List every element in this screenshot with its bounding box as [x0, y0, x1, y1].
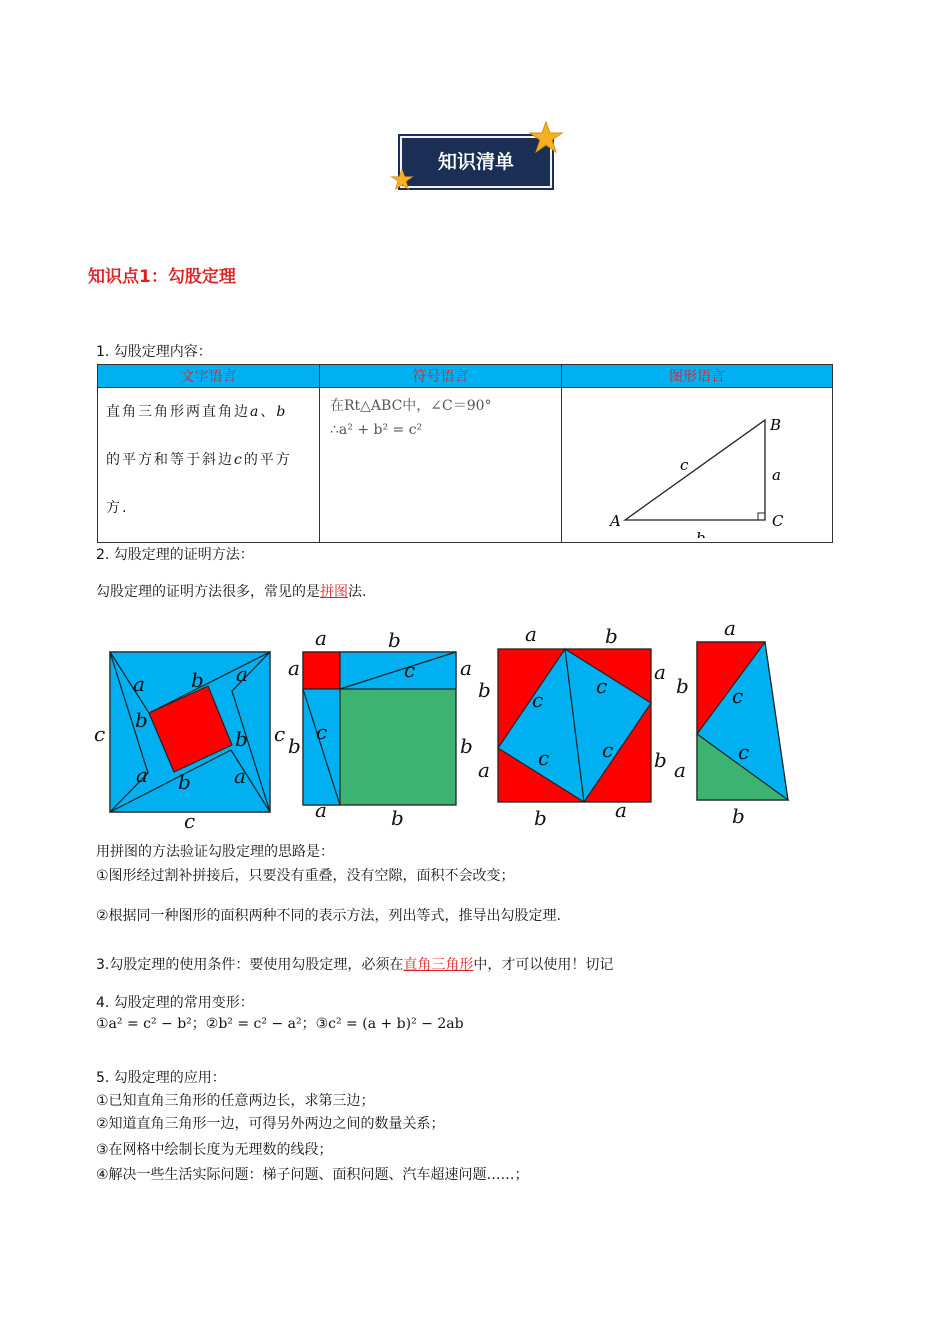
label-b: b [388, 628, 401, 652]
label-b: b [135, 708, 148, 732]
symbol-line: ∴a² + b² = c² [330, 422, 423, 438]
text-language-cell [98, 388, 320, 543]
label-b: b [676, 674, 689, 698]
label-c: c [94, 722, 106, 746]
var-c: c [234, 452, 244, 468]
symbol-language-cell [320, 388, 562, 543]
list-item: ④解决一些生活实际问题：梯子问题、面积问题、汽车超速问题……； [96, 1167, 529, 1183]
link-right-triangle: 直角三角形 [403, 957, 474, 973]
proof-figure-3 [478, 622, 667, 830]
label-b: b [191, 668, 204, 692]
approach-2: ②根据同一种图形的面积两种不同的表示方法，列出等式，推导出勾股定理. [96, 908, 561, 924]
label-a: a [315, 626, 327, 650]
banner [390, 120, 565, 195]
label-a: a [724, 616, 736, 640]
label-b: b [391, 806, 404, 830]
label-c: c [538, 746, 550, 770]
label-a: a [772, 466, 781, 484]
proof-figure-1 [94, 652, 285, 833]
label-a: a [525, 622, 537, 646]
banner-title: 知识清单 [400, 136, 552, 188]
label-B: B [770, 416, 782, 434]
text-part: 的平方和等于斜边 [106, 452, 234, 468]
theorem-table [97, 364, 833, 543]
text-part: 直角三角形两直角边 [106, 404, 250, 420]
table-header: 文字语言 [98, 365, 320, 388]
label-b: b [178, 770, 191, 794]
label-a: a [654, 660, 666, 684]
label-A: A [610, 512, 621, 530]
list-item: ③在网格中绘制长度为无理数的线段； [96, 1142, 333, 1158]
link-jigsaw: 拼图 [320, 584, 348, 600]
text-part: 法. [348, 584, 367, 600]
list-item: ②知道直角三角形一边，可得另外两边之间的数量关系； [96, 1116, 445, 1132]
label-b: b [654, 748, 667, 772]
separator: 、 [260, 404, 277, 420]
label-c: c [738, 740, 750, 764]
table-header: 图形语言 [562, 365, 833, 388]
proof-figure-4 [674, 616, 788, 828]
text-part: 勾股定理的证明方法很多，常见的是 [96, 584, 320, 600]
right-triangle-figure [562, 388, 832, 538]
label-b: b [235, 727, 248, 751]
approach-1: ①图形经过割补拼接后，只要没有重叠，没有空隙，面积不会改变； [96, 868, 515, 884]
label-b: b [478, 678, 491, 702]
text-part: 方. [106, 500, 129, 516]
table-header: 符号语言 [320, 365, 562, 388]
item5-heading: 5. 勾股定理的应用： [96, 1070, 226, 1086]
symbol-line: 在Rt△ABC中，∠C＝90° [330, 398, 492, 414]
text-part: 3.勾股定理的使用条件：要使用勾股定理，必须在 [96, 957, 404, 973]
item2-heading: 2. 勾股定理的证明方法： [96, 547, 254, 563]
label-C: C [772, 512, 784, 530]
item1-heading: 1. 勾股定理内容： [96, 344, 212, 360]
var-b: b [276, 404, 288, 420]
section-title: 知识点1：勾股定理 [88, 267, 236, 287]
label-c: c [184, 809, 196, 833]
text-part: 中，才可以使用！切记 [473, 957, 614, 973]
item2-text [96, 582, 366, 602]
label-c: c [404, 658, 416, 682]
var-a: a [250, 404, 261, 420]
label-b: b [460, 734, 473, 758]
label-a: a [234, 764, 246, 788]
text-part: 的平方 [243, 452, 292, 468]
label-b: b [288, 734, 301, 758]
label-c: c [596, 674, 608, 698]
label-b: b [534, 806, 547, 830]
label-a: a [136, 763, 148, 787]
label-c: c [680, 456, 689, 474]
label-a: a [674, 758, 686, 782]
label-a: a [133, 672, 145, 696]
proof-diagrams [88, 615, 808, 835]
approach-heading: 用拼图的方法验证勾股定理的思路是： [96, 844, 334, 860]
star-icon [528, 120, 564, 156]
label-b: b [696, 529, 706, 538]
label-c: c [532, 688, 544, 712]
label-b: b [732, 804, 745, 828]
item4-heading: 4. 勾股定理的常用变形： [96, 995, 254, 1011]
label-a: a [615, 798, 627, 822]
label-c: c [732, 684, 744, 708]
label-b: b [605, 624, 618, 648]
proof-figure-2 [288, 626, 473, 830]
label-a: a [236, 662, 248, 686]
item3 [96, 955, 613, 975]
label-c: c [274, 722, 286, 746]
label-c: c [602, 738, 614, 762]
label-a: a [460, 656, 472, 680]
label-a: a [288, 656, 300, 680]
figure-language-cell [562, 388, 833, 543]
list-item: ①已知直角三角形的任意两边长，求第三边； [96, 1093, 375, 1109]
item4-formulas: ①a² = c² − b²；②b² = c² − a²；③c² = (a + b)² − 2ab [96, 1016, 464, 1032]
label-a: a [478, 758, 490, 782]
star-icon [390, 168, 414, 192]
label-c: c [316, 720, 328, 744]
label-a: a [315, 798, 327, 822]
